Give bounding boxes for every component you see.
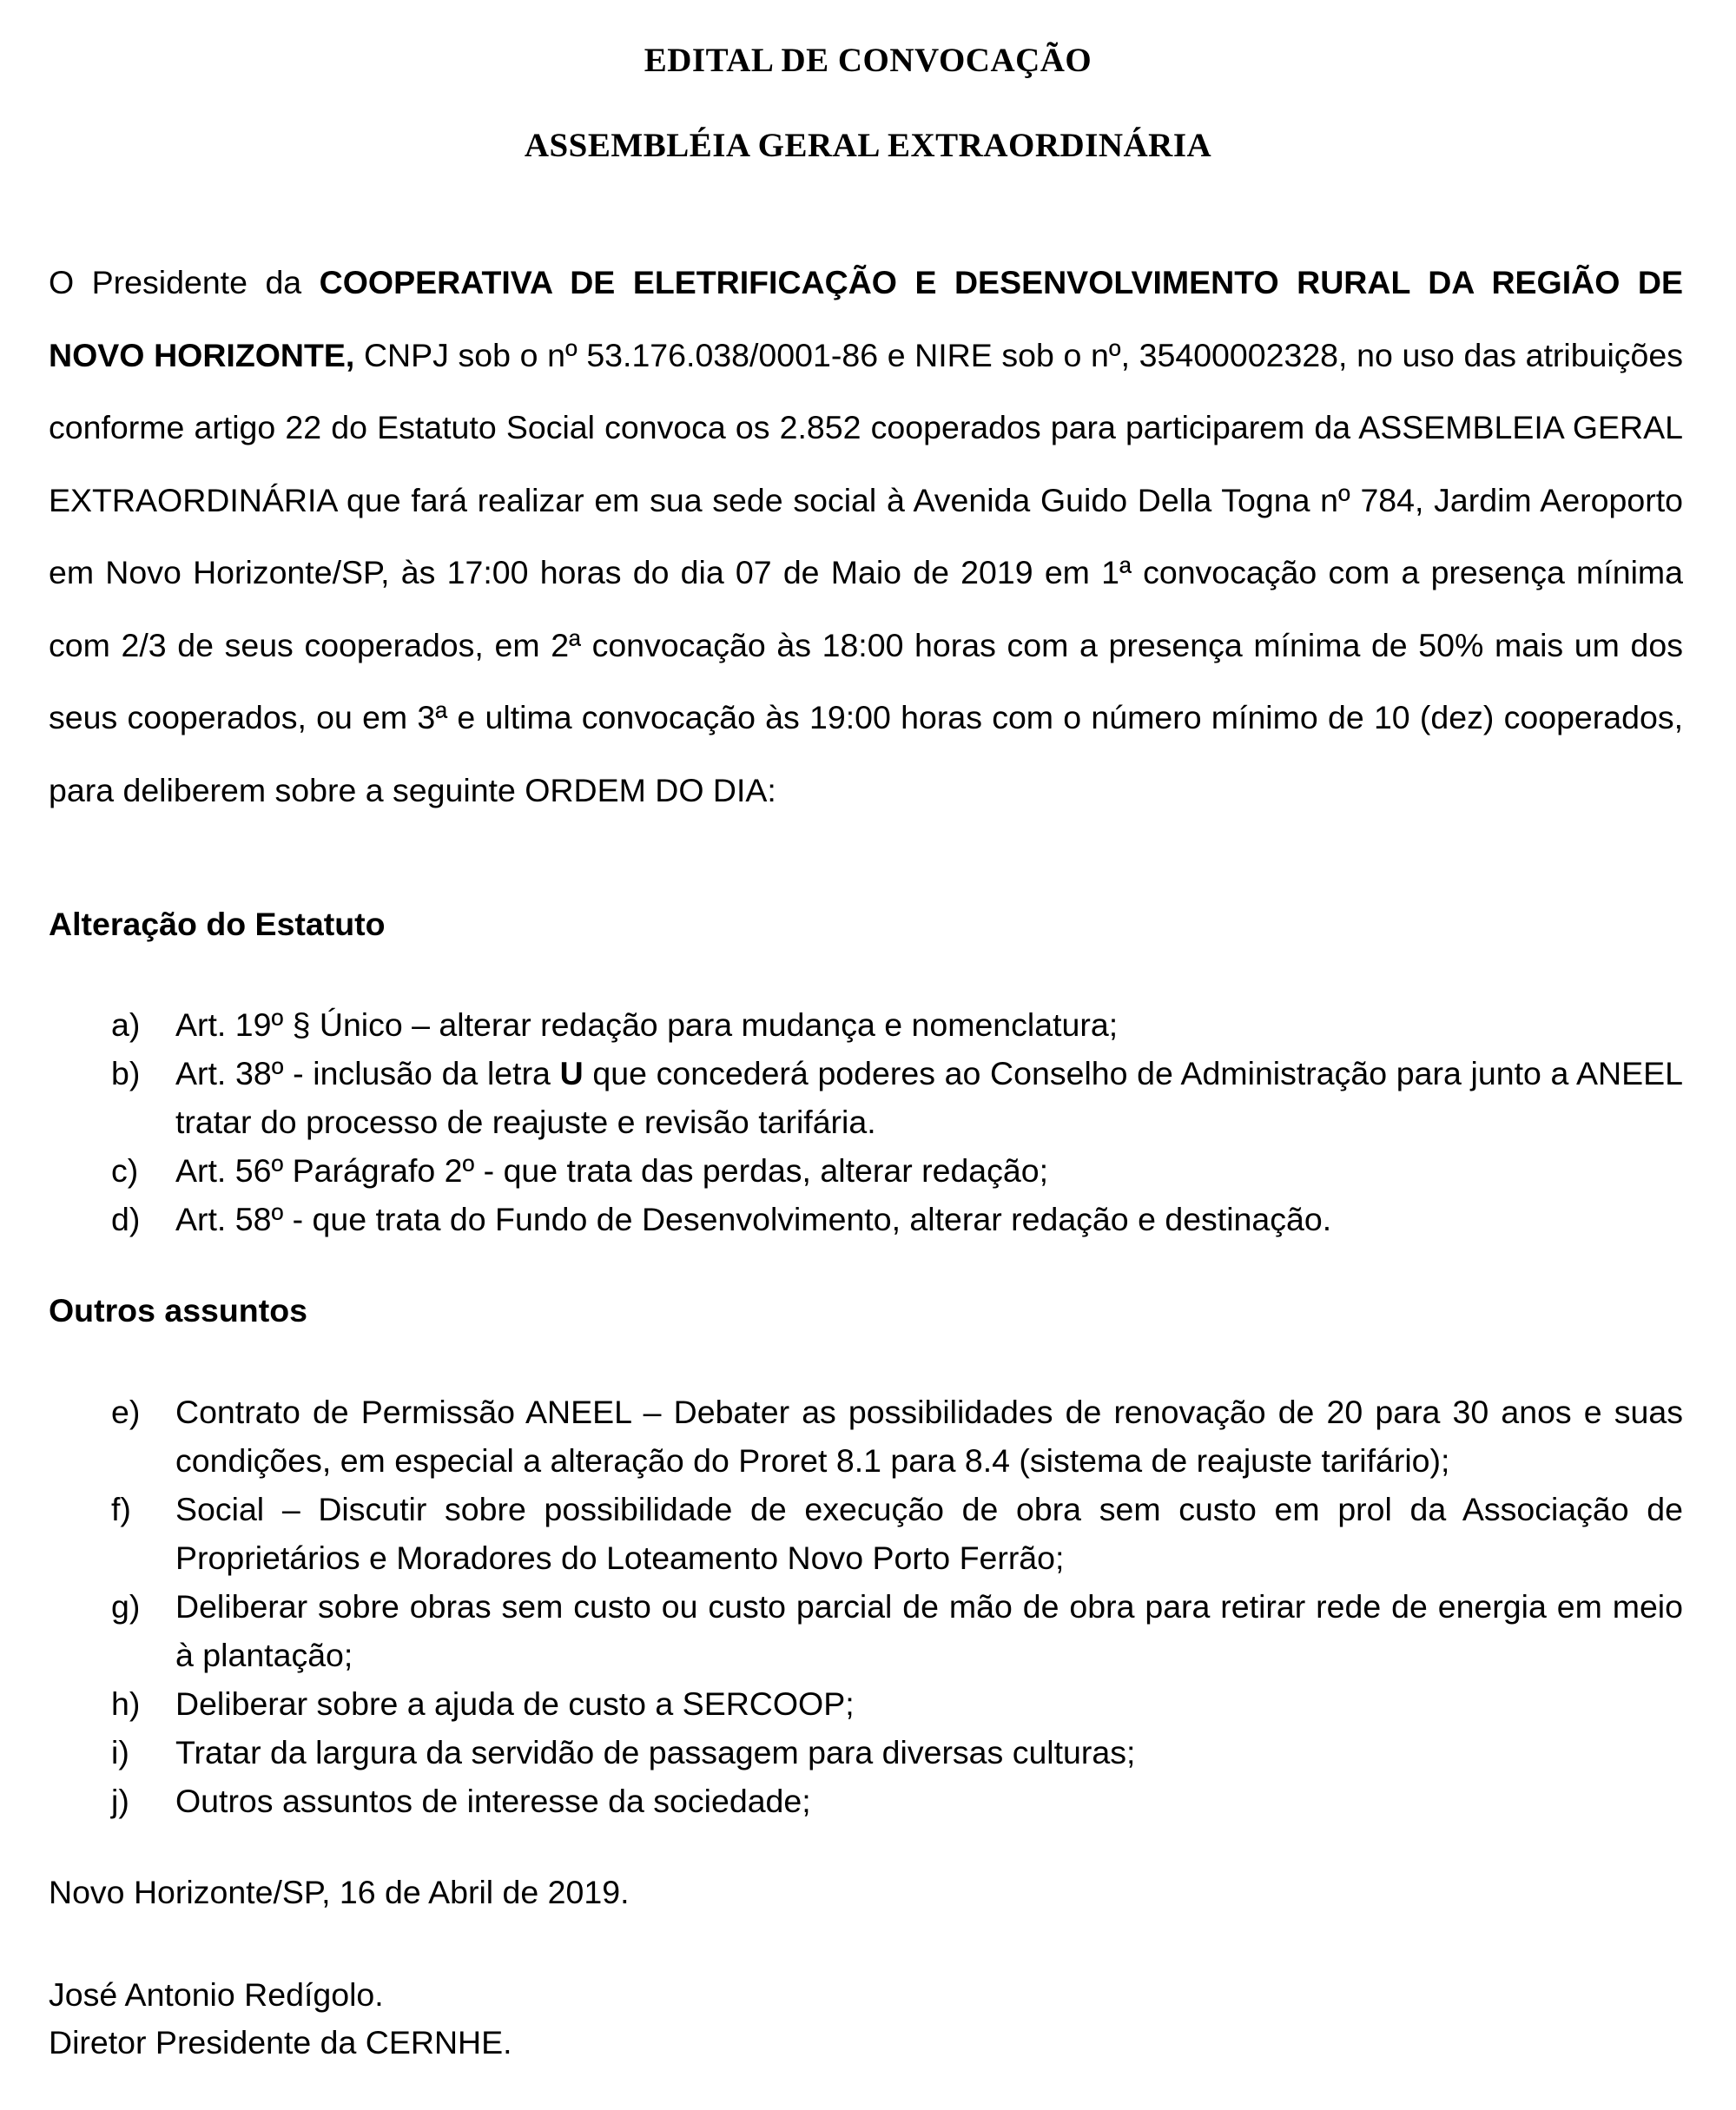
list-item [0,1146,1736,1195]
list-marker: c) [111,1152,139,1189]
list-marker: d) [111,1201,141,1237]
list-marker: f) [111,1491,131,1527]
list-marker: a) [111,1006,141,1043]
list-item [0,1195,1736,1243]
list-item [0,1485,1736,1582]
list-marker: b) [111,1055,141,1091]
list-marker: g) [111,1588,141,1625]
list-item [0,1388,1736,1485]
list-item-text: Deliberar sobre obras sem custo ou custo parcial de mão de obra para retirar rede de energia em meio à plantação; [175,1588,1683,1673]
list-item-text: Contrato de Permissão ANEEL – Debater as possibilidades de renovação de 20 para 30 anos e suas condições, em especial a alteração do Proret 8.1 para 8.4 (sistema de reajuste tarifário); [175,1394,1683,1479]
list-item-text-after: que concederá poderes ao Conselho de Administração para junto a ANEEL tratar do processo de reajuste e revisão tarifária. [175,1055,1683,1140]
list-item [0,1582,1736,1679]
signer-name: José Antonio Redígolo. [49,1976,384,2013]
list-item-text: Deliberar sobre a ajuda de custo a SERCOOP; [175,1685,855,1722]
statute-items-list [0,1000,1736,1243]
list-item [0,1049,1736,1146]
list-marker: j) [111,1783,129,1819]
list-item [0,1679,1736,1728]
section-heading-other: Outros assuntos [49,1292,307,1329]
dateline: Novo Horizonte/SP, 16 de Abril de 2019. [49,1874,630,1910]
convocation-paragraph [49,247,1683,827]
intro-prefix: O Presidente da [49,264,320,300]
intro-text: CNPJ sob o nº 53.176.038/0001-86 e NIRE sob o nº, 35400002328, no uso das atribuições conforme artigo 22 do Estatuto Social convoca os 2.852 cooperados para participarem da ASSEMBLEIA GERAL EXTRAORDINÁRIA que fará realizar em sua sede social à Avenida Guido Della Togna nº 784, Jardim Aeroporto em Novo Horizonte/SP, às 17:00 horas do dia 07 de Maio de 2019 em 1ª convocação com a presença mínima com 2/3 de seus cooperados, em 2ª convocação às 18:00 horas com a presença mínima de 50% mais um dos seus cooperados, ou em 3ª e ultima convocação às 19:00 horas com o número mínimo de 10 (dez) cooperados, para deliberem sobre a seguinte ORDEM DO DIA: [49,336,1684,808]
list-item-bold-letter: U [559,1055,584,1091]
list-item [0,1728,1736,1777]
list-marker: e) [111,1394,141,1430]
list-item-text-before: Art. 38º - inclusão da letra [175,1055,560,1091]
section-heading-statute: Alteração do Estatuto [49,906,386,942]
list-item-text: Tratar da largura da servidão de passagem para diversas culturas; [175,1734,1136,1770]
list-item-text: Art. 58º - que trata do Fundo de Desenvolvimento, alterar redação e destinação. [175,1201,1332,1237]
list-item-text: Art. 56º Parágrafo 2º - que trata das perdas, alterar redação; [175,1152,1049,1189]
cooperative-name: COOPERATIVA DE ELETRIFICAÇÃO E DESENVOLVIMENTO RURAL DA REGIÃO DE NOVO HORIZONTE, [49,264,1683,373]
document-subtitle: ASSEMBLÉIA GERAL EXTRAORDINÁRIA [524,127,1212,164]
document-title: EDITAL DE CONVOCAÇÃO [644,42,1092,79]
list-item [0,1777,1736,1825]
list-item-text: Social – Discutir sobre possibilidade de execução de obra sem custo em prol da Associação de Proprietários e Moradores do Loteamento Novo Porto Ferrão; [175,1491,1683,1576]
signer-role: Diretor Presidente da CERNHE. [49,2024,512,2061]
other-items-list [0,1388,1736,1825]
list-marker: i) [111,1734,129,1770]
list-item [0,1000,1736,1049]
list-marker: h) [111,1685,141,1722]
list-item-text: Art. 19º § Único – alterar redação para mudança e nomenclatura; [175,1006,1119,1043]
list-item-text: Outros assuntos de interesse da sociedade; [175,1783,811,1819]
